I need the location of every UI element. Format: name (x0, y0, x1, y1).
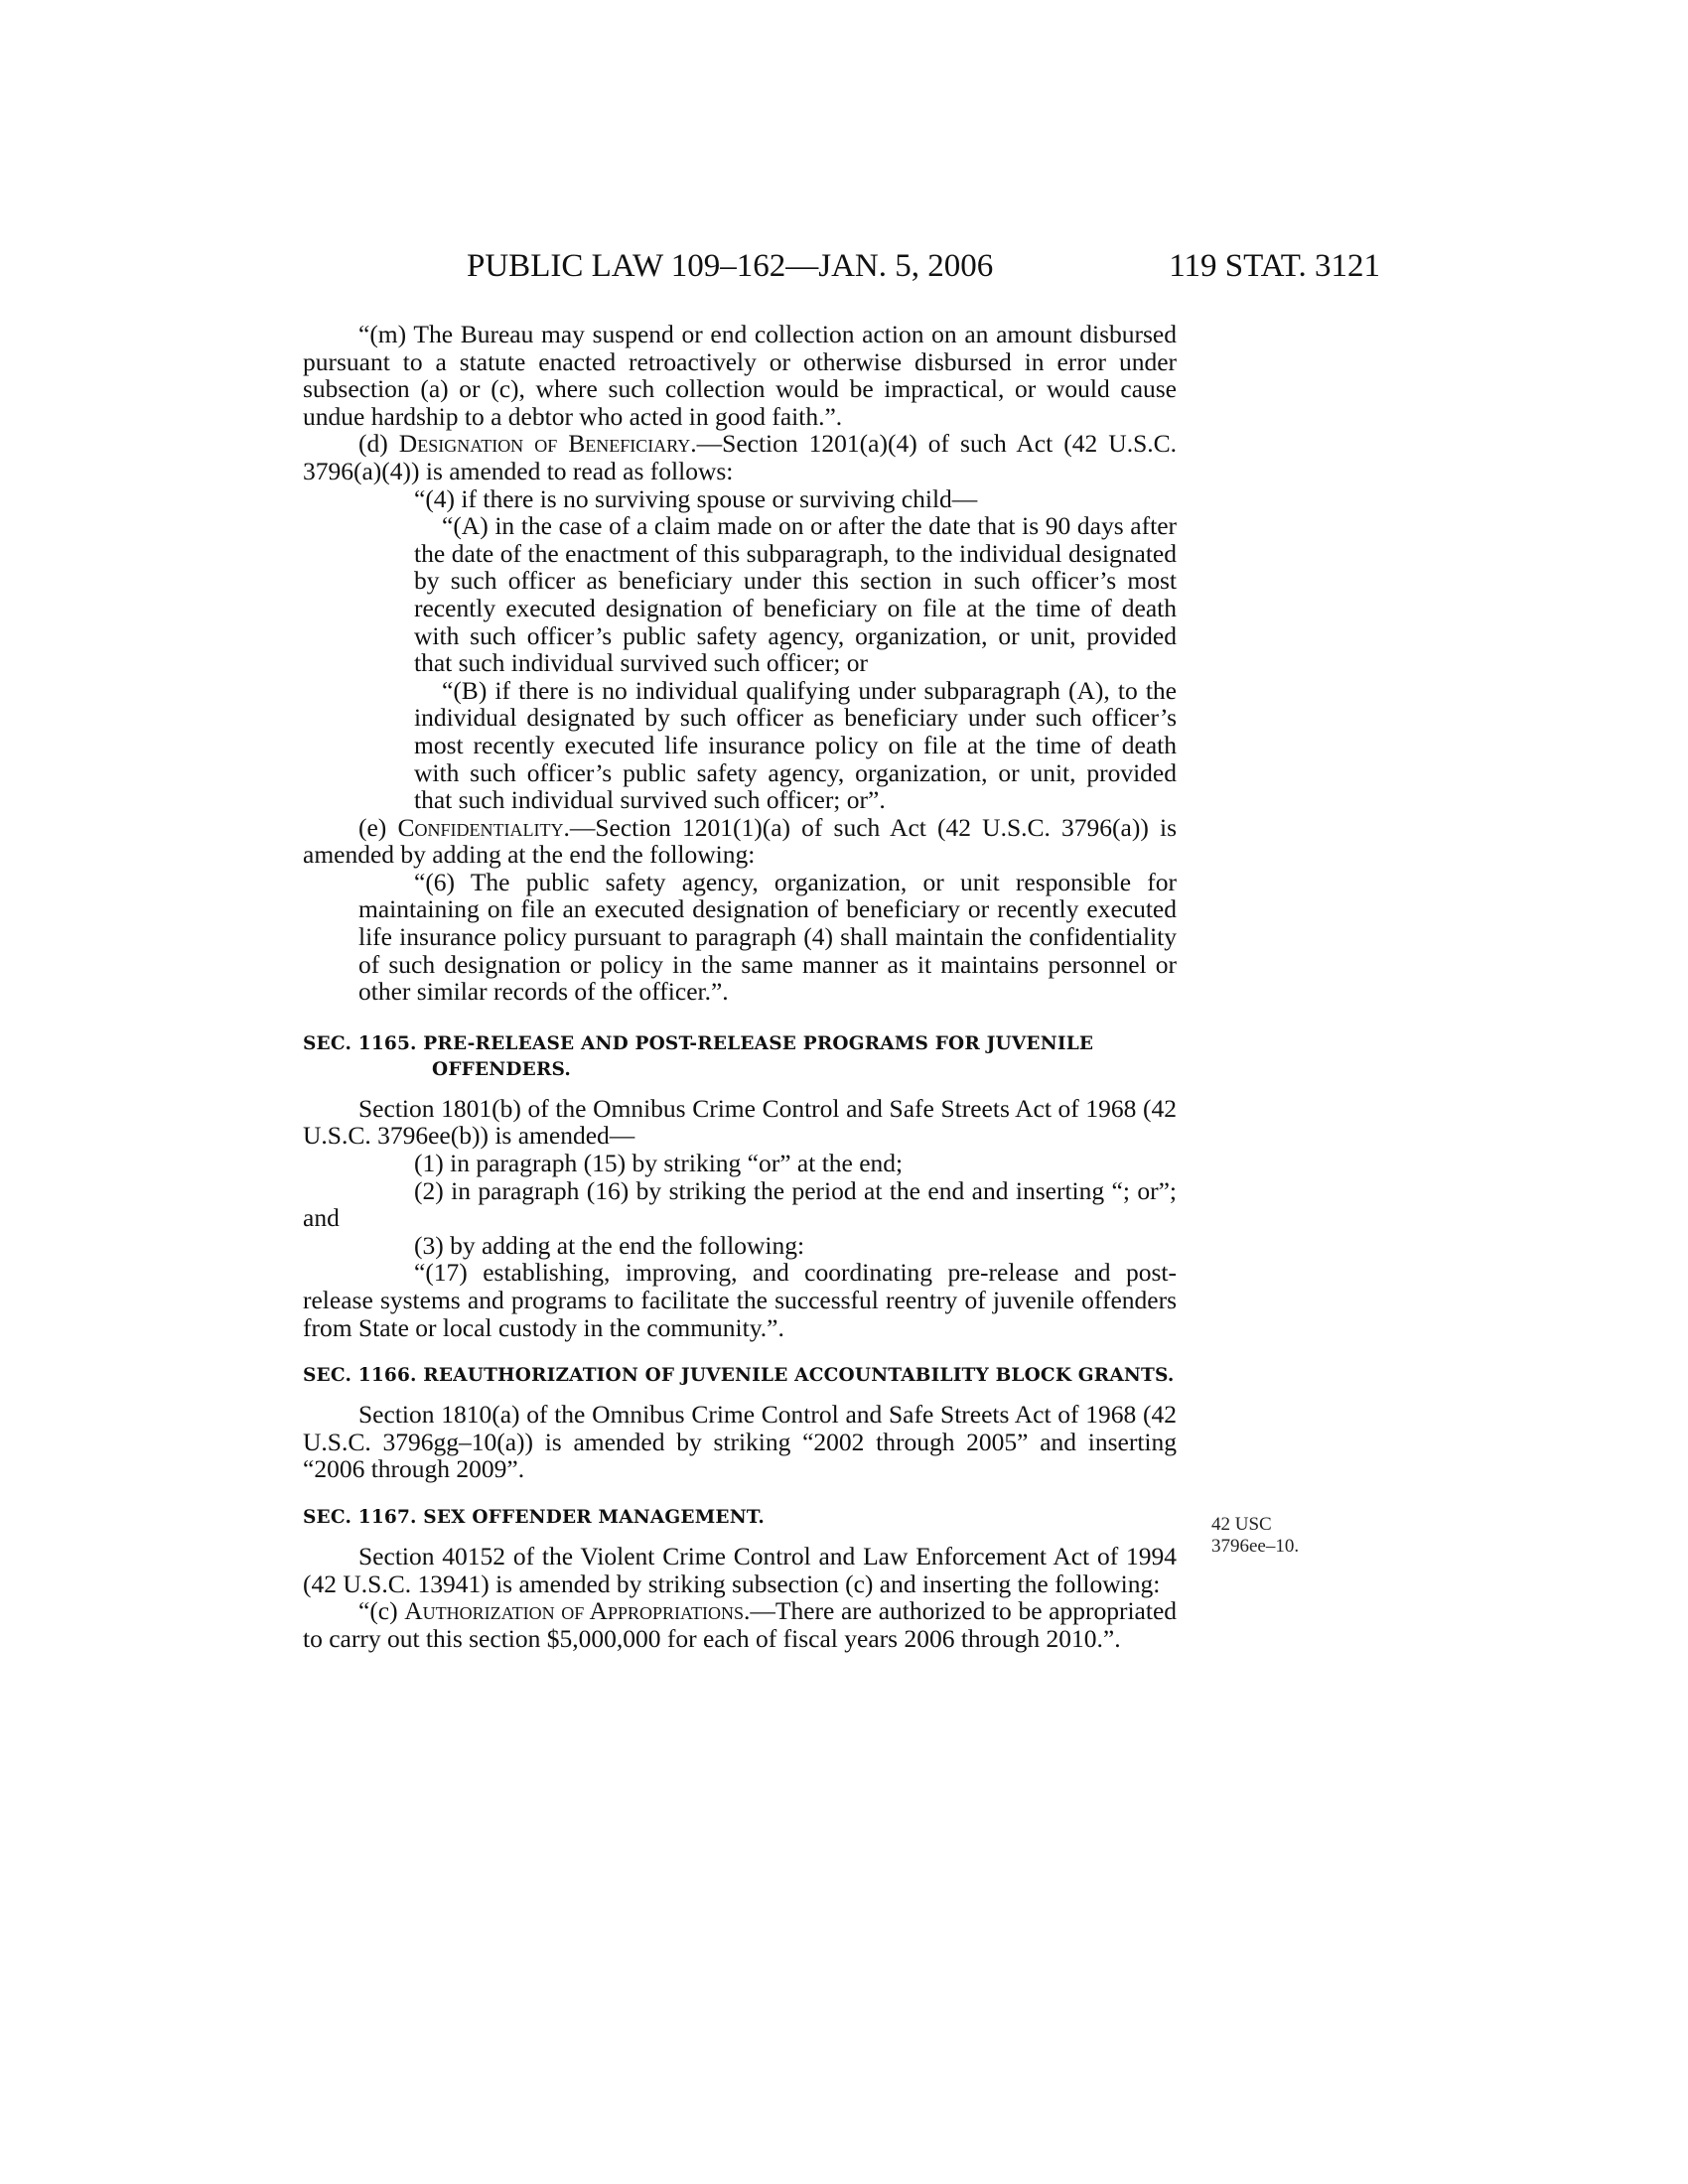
subsection-e-text: —Section 1201(1)(a) of such Act (42 U.S.C. 3796(a)) is amended by adding at the end the following: (303, 812, 1177, 870)
section-1165-item-1: (1) in paragraph (15) by striking “or” at the end; (414, 1149, 904, 1178)
section-1165-intro: Section 1801(b) of the Omnibus Crime Control and Safe Streets Act of 1968 (42 U.S.C. 3796ee(b)) is amended— (303, 1093, 1177, 1151)
section-1167-text: Section 40152 of the Violent Crime Control and Law Enforcement Act of 1994 (42 U.S.C. 13941) is amended by striking subsection (c) and inserting the following: (303, 1541, 1177, 1598)
section-1167-heading: SEC. 1167. SEX OFFENDER MANAGEMENT. (303, 1506, 766, 1528)
running-title: PUBLIC LAW 109–162—JAN. 5, 2006 (467, 248, 994, 284)
subsection-c (303, 1597, 1177, 1652)
section-1165-paragraph-17: “(17) establishing, improving, and coordinating pre-release and post-release systems and programs to facilitate the successful reentry of juvenile offenders from State or local custody in the community.”. (303, 1258, 1177, 1342)
section-1166-heading: SEC. 1166. REAUTHORIZATION OF JUVENILE ACCOUNTABILITY BLOCK GRANTS. (303, 1365, 1175, 1387)
section-1165-item-3: (3) by adding at the end the following: (414, 1230, 805, 1260)
subsection-d-prefix: (d) (358, 429, 399, 459)
section-1166-text: Section 1810(a) of the Omnibus Crime Control and Safe Streets Act of 1968 (42 U.S.C. 3796gg–10(a)) is amended by striking “2002 through 2005” and inserting “2006 through 2009”. (303, 1400, 1177, 1484)
page-header (467, 248, 1380, 288)
paragraph-4: “(4) if there is no surviving spouse or surviving child— (414, 483, 978, 513)
paragraph-6: “(6) The public safety agency, organization, or unit responsible for maintaining on file an executed designation of beneficiary or recently executed life insurance policy pursuant to paragraph (4) shall maintain the confidentiality of such designation or policy in the same manner as it maintains personnel or other similar records of the officer.”. (358, 867, 1177, 1007)
subsection-d-caption: Designation of Beneficiary. (398, 429, 697, 459)
subsection-d (303, 430, 1177, 484)
subsection-e (303, 814, 1177, 869)
subsection-e-caption: Confidentiality. (397, 812, 570, 842)
margin-note-line-2: 3796ee–10. (1211, 1536, 1300, 1557)
subsection-e-prefix: (e) (358, 812, 398, 842)
subparagraph-a: “(A) in the case of a claim made on or after the date that is 90 days after the date of the enactment of this subparagraph, to the individual designated by such officer as beneficiary under this section in such officer’s most recently executed designation of beneficiary on file at the time of death with such officer’s public safety agency, organization, or unit, provided that such individual survived such officer; or (414, 511, 1177, 678)
margin-note-usc-citation (1211, 1514, 1340, 1558)
section-1165-item-2: (2) in paragraph (16) by striking the period at the end and inserting “; or”; and (303, 1175, 1177, 1233)
subsection-d-text: —Section 1201(a)(4) of such Act (42 U.S.C. 3796(a)(4)) is amended to read as follows: (303, 429, 1178, 485)
document-body (303, 321, 1177, 1652)
section-1165-heading: SEC. 1165. PRE-RELEASE AND POST-RELEASE PROGRAMS FOR JUVENILE OFFENDERS. (303, 1032, 1094, 1080)
subparagraph-b: “(B) if there is no individual qualifying under subparagraph (A), to the individual designated by such officer as beneficiary under such officer’s most recently executed life insurance policy on file at the time of death with such officer’s public safety agency, organization, or unit, provided that such individual survived such officer; or”. (414, 675, 1177, 815)
subsection-m: “(m) The Bureau may suspend or end collection action on an amount disbursed pursuant to a statute enacted retroactively or otherwise disbursed in error under subsection (a) or (c), where such collection would be impractical, or would cause undue hardship to a debtor who acted in good faith.”. (303, 320, 1177, 431)
subsection-c-caption: Authorization of Appropriations. (404, 1596, 751, 1626)
stat-citation: 119 STAT. 3121 (1169, 248, 1380, 284)
subsection-c-prefix: “(c) (358, 1596, 405, 1626)
margin-note-line-1: 42 USC (1211, 1514, 1272, 1535)
subsection-c-text: —There are authorized to be appropriated to carry out this section $5,000,000 for each of fiscal years 2006 through 2010.”. (303, 1596, 1178, 1653)
